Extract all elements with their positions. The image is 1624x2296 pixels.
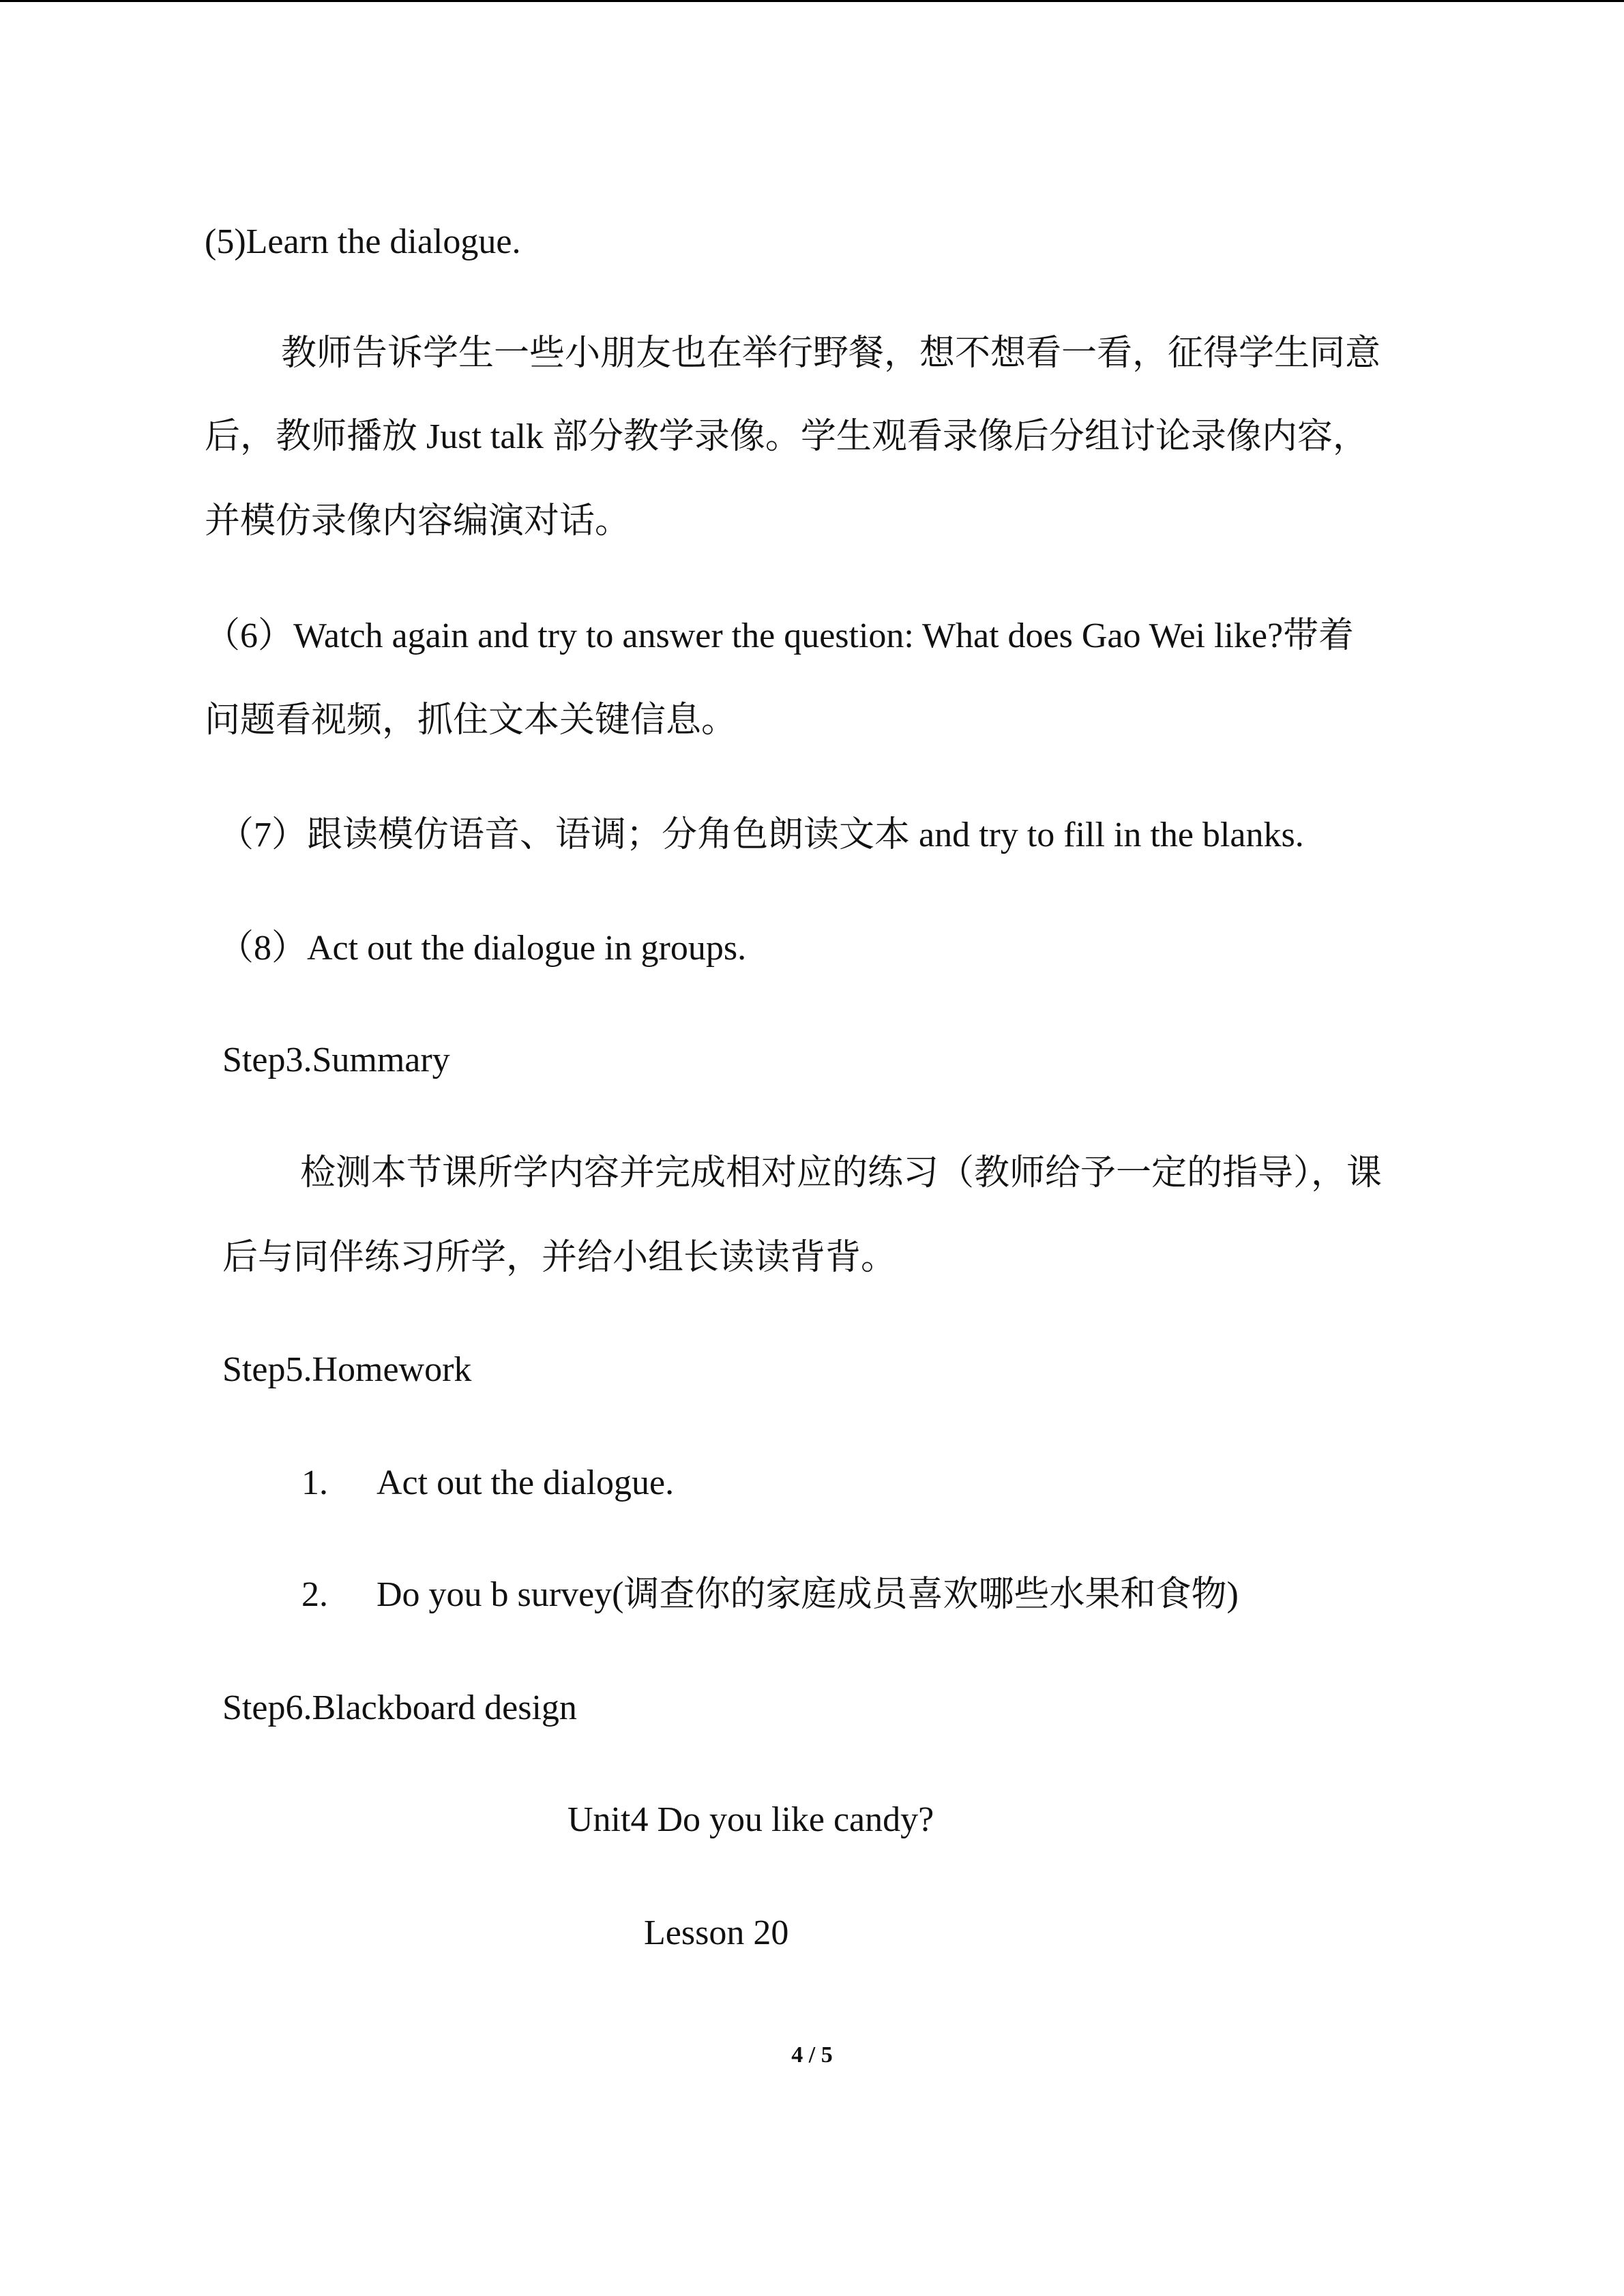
paragraph-line: 后与同伴练习所学，并给小组长读读背背。 bbox=[222, 1238, 897, 1277]
homework-item bbox=[301, 1573, 1239, 1617]
board-title: Unit4 Do you like candy? bbox=[567, 1800, 934, 1839]
paragraph-line: 后，教师播放 Just talk 部分教学录像。学生观看录像后分组讨论录像内容， bbox=[205, 417, 1368, 456]
paragraph-line: 并模仿录像内容编演对话。 bbox=[205, 502, 631, 541]
step5-heading: Step5.Homework bbox=[222, 1350, 472, 1389]
step-5-heading: (5)Learn the dialogue. bbox=[205, 222, 521, 261]
page-number: 4 / 5 bbox=[791, 2042, 833, 2068]
paragraph-line: 教师告诉学生一些小朋友也在举行野餐，想不想看一看，征得学生同意 bbox=[281, 334, 1381, 373]
list-number: 2. bbox=[301, 1575, 328, 1614]
step-8-line: （8）Act out the dialogue in groups. bbox=[218, 929, 747, 968]
list-text: Do you b survey(调查你的家庭成员喜欢哪些水果和食物) bbox=[377, 1575, 1239, 1614]
list-text: Act out the dialogue. bbox=[377, 1463, 675, 1502]
paragraph-line: 问题看视频，抓住文本关键信息。 bbox=[205, 701, 737, 740]
step-6-line: （6）Watch again and try to answer the question: What does Gao Wei like?带着 bbox=[205, 616, 1355, 655]
board-lesson: Lesson 20 bbox=[644, 1913, 789, 1952]
homework-item bbox=[301, 1461, 674, 1505]
step-7-line: （7）跟读模仿语音、语调；分角色朗读文本 and try to fill in the blanks. bbox=[218, 816, 1304, 854]
list-number: 1. bbox=[301, 1463, 328, 1502]
step3-heading: Step3.Summary bbox=[222, 1041, 450, 1079]
step6-heading: Step6.Blackboard design bbox=[222, 1688, 577, 1727]
paragraph-line: 检测本节课所学内容并完成相对应的练习（教师给予一定的指导），课 bbox=[300, 1154, 1383, 1193]
